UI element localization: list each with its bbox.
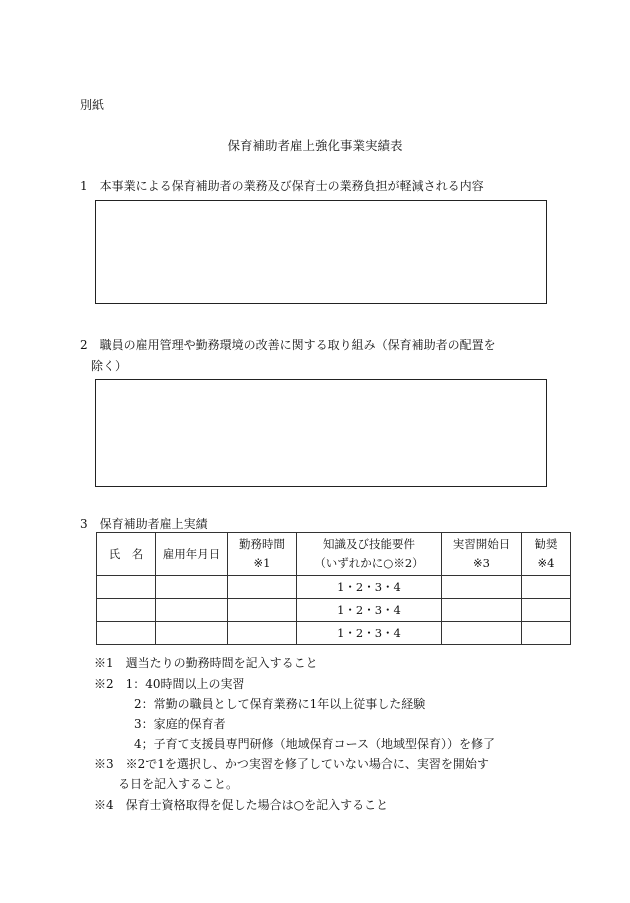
cell-requirement-options[interactable]: 1・2・3・4 [297, 622, 442, 645]
header-requirements: 知識及び技能要件 （いずれかに○※2） [297, 533, 442, 576]
section3-heading: 3 保育補助者雇上実績 [80, 517, 208, 531]
cell-hire-date[interactable] [156, 599, 228, 622]
section1-input-box[interactable] [95, 200, 547, 304]
cell-work-hours[interactable] [228, 599, 297, 622]
section2-heading-line1: 2 職員の雇用管理や勤務環境の改善に関する取り組み（保育補助者の配置を [80, 338, 496, 352]
header-hire-date: 雇用年月日 [156, 533, 228, 576]
header-recommend: 勧奨 ※4 [522, 533, 571, 576]
note-1: ※1 週当たりの勤務時間を記入すること [94, 656, 318, 670]
cell-name[interactable] [97, 576, 156, 599]
cell-recommend[interactable] [522, 622, 571, 645]
note-2-item-4: 4；子育て支援員専門研修（地域保育コース（地域型保育））を修了 [134, 737, 496, 751]
section2-heading-line2: 除く） [91, 359, 128, 373]
note-3-line1: ※3 ※2で1を選択し、かつ実習を修了していない場合に、実習を開始す [94, 757, 489, 771]
header-name: 氏 名 [97, 533, 156, 576]
cell-work-hours[interactable] [228, 576, 297, 599]
cell-recommend[interactable] [522, 576, 571, 599]
performance-table [96, 532, 571, 645]
cell-hire-date[interactable] [156, 576, 228, 599]
cell-training-start[interactable] [442, 622, 522, 645]
cell-training-start[interactable] [442, 599, 522, 622]
table-row [97, 576, 571, 599]
cell-requirement-options[interactable]: 1・2・3・4 [297, 576, 442, 599]
cell-work-hours[interactable] [228, 622, 297, 645]
cell-recommend[interactable] [522, 599, 571, 622]
table-row [97, 622, 571, 645]
table-header-row [97, 533, 571, 576]
cell-training-start[interactable] [442, 576, 522, 599]
attachment-label: 別紙 [80, 98, 105, 112]
cell-name[interactable] [97, 599, 156, 622]
note-4: ※4 保育士資格取得を促した場合は○を記入すること [94, 798, 389, 812]
cell-hire-date[interactable] [156, 622, 228, 645]
note-2-item-2: 2：常勤の職員として保育業務に1年以上従事した経験 [134, 697, 426, 711]
header-work-hours: 勤務時間 ※1 [228, 533, 297, 576]
note-3-line2: る日を記入すること。 [118, 777, 239, 791]
note-2-item-3: 3：家庭的保育者 [134, 717, 226, 731]
cell-requirement-options[interactable]: 1・2・3・4 [297, 599, 442, 622]
section2-input-box[interactable] [95, 379, 547, 487]
page-title: 保育補助者雇上強化事業実績表 [227, 138, 403, 153]
header-training-start: 実習開始日 ※3 [442, 533, 522, 576]
section1-heading: 1 本事業による保育補助者の業務及び保育士の業務負担が軽減される内容 [80, 179, 484, 193]
cell-name[interactable] [97, 622, 156, 645]
note-2-item-1: ※2 1：40時間以上の実習 [94, 677, 245, 691]
table-row [97, 599, 571, 622]
